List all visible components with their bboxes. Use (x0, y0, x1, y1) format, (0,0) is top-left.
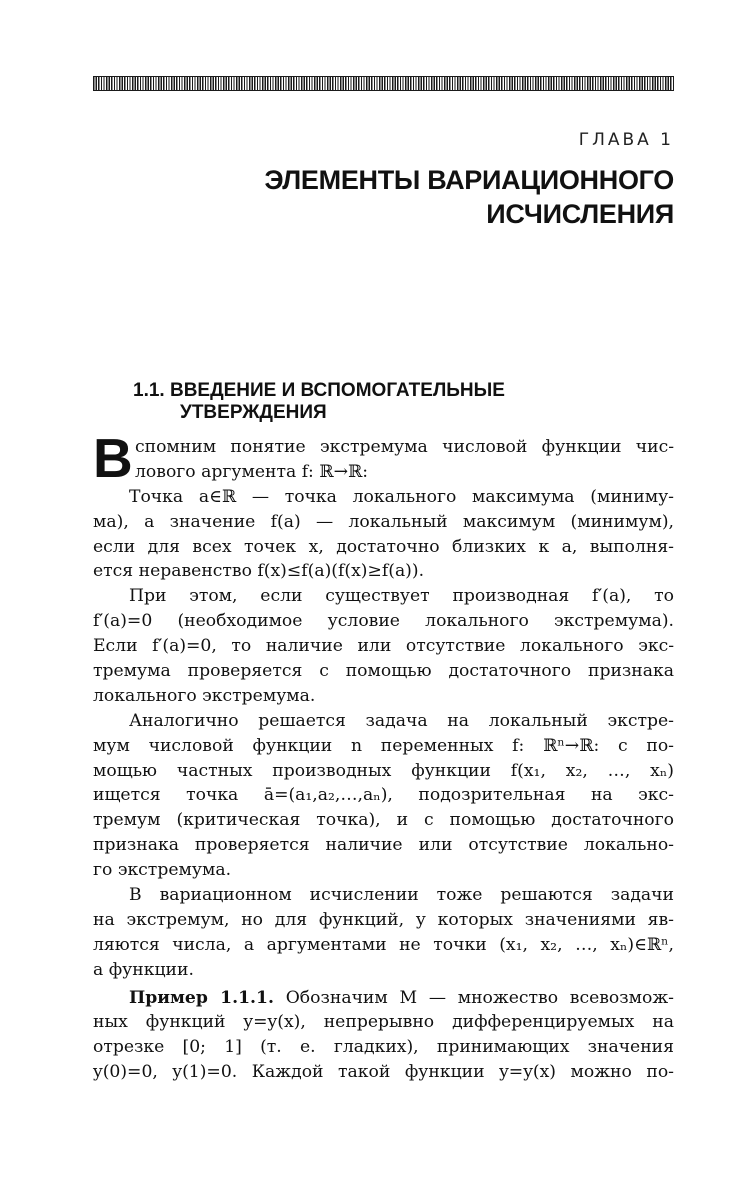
text-line: мощью частных производных функции f(x₁, x₂, …, xₙ) (93, 760, 674, 781)
header-rule (93, 76, 674, 91)
text-line: f′(a)=0 (необходимое условие локального экстремума). (93, 611, 674, 632)
text-line: ных функций y=y(x), непрерывно дифференцируемых на (93, 1012, 674, 1033)
text-line: тремума проверяется с помощью достаточного признака (93, 661, 674, 682)
text-line: В вариационном исчислении тоже решаются задачи (129, 885, 674, 906)
text-line: y(0)=0, y(1)=0. Каждой такой функции y=y(x) можно по- (93, 1062, 674, 1083)
section-heading-line-1: 1.1. ВВЕДЕНИЕ И ВСПОМОГАТЕЛЬНЫЕ (133, 380, 505, 401)
text-line: лового аргумента f: ℝ→ℝ: (135, 461, 369, 482)
section-heading-line-2: УТВЕРЖДЕНИЯ (180, 402, 327, 423)
text-line: ма), а значение f(a) — локальный максимум (минимум), (93, 511, 674, 532)
text-line: Аналогично решается задача на локальный экстре- (129, 710, 674, 731)
chapter-label: ГЛАВА 1 (578, 130, 674, 150)
chapter-title-line-2: ИСЧИСЛЕНИЯ (486, 199, 674, 229)
chapter-title-line-1: ЭЛЕМЕНТЫ ВАРИАЦИОННОГО (264, 165, 674, 195)
text-line: на экстремум, но для функций, у которых значениями яв- (93, 909, 674, 930)
text-line: ищется точка ā=(a₁,a₂,…,aₙ), подозрительная на экс- (93, 785, 674, 806)
text-line: го экстремума. (93, 860, 232, 881)
body-text (93, 427, 674, 1085)
text-line: ляются числа, а аргументами не точки (x₁, x₂, …, xₙ)∈ℝⁿ, (93, 934, 674, 955)
text-line: спомним понятие экстремума числовой функции чис- (135, 437, 674, 457)
text-line: Если f′(a)=0, то наличие или отсутствие локального экс- (93, 636, 674, 657)
text-line: ется неравенство f(x)≤f(a)(f(x)≥f(a)). (93, 561, 425, 582)
chapter-title (194, 163, 674, 231)
example-text: Обозначим M — множество всевозмож- (273, 987, 674, 1008)
text-line: мум числовой функции n переменных f: ℝⁿ→ℝ: с по- (93, 735, 674, 756)
text-line: а функции. (93, 959, 194, 980)
example-label: Пример 1.1.1. (129, 987, 274, 1008)
text-line: если для всех точек x, достаточно близких к a, выполня- (93, 536, 674, 557)
text-line: тремум (критическая точка), и с помощью достаточного (93, 810, 674, 831)
text-line: признака проверяется наличие или отсутствие локально- (93, 835, 674, 856)
drop-cap: В (93, 427, 133, 489)
text-line: отрезке [0; 1] (т. е. гладких), принимающих значения (93, 1037, 674, 1058)
text-line: Точка a∈ℝ — точка локального максимума (миниму- (129, 486, 674, 507)
text-line: локального экстремума. (93, 685, 316, 706)
section-heading (133, 380, 603, 424)
example-line (93, 986, 674, 1011)
text-line: При этом, если существует производная f′(a), то (129, 586, 674, 607)
